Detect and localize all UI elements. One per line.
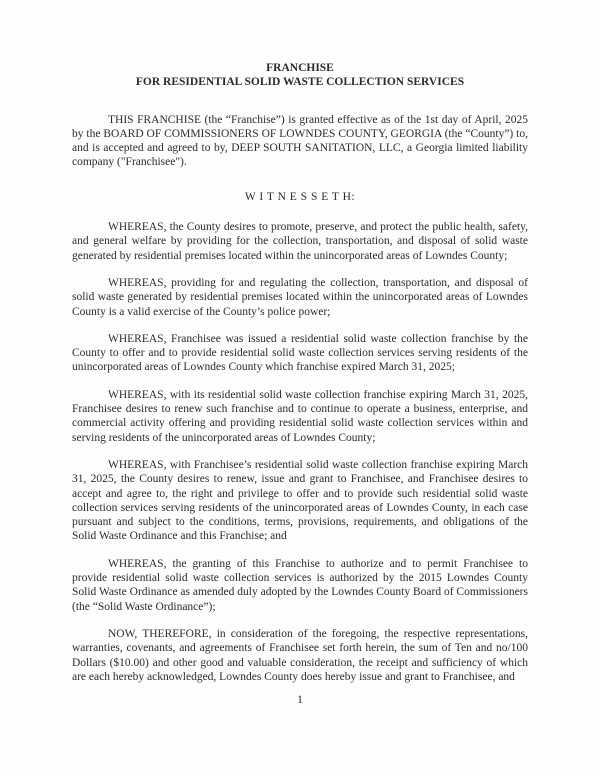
title-line-1: FRANCHISE	[266, 62, 334, 74]
recital-paragraph-1: WHEREAS, the County desires to promote, preserve, and protect the public health, safety, and general welfare by providing for the collection, transportation, and disposal of solid waste generated by residential premises located within the unincorporated areas of Lowndes County;	[72, 221, 528, 262]
witnesseth-heading: W I T N E S S E T H:	[244, 190, 356, 203]
document-title	[72, 61, 528, 90]
title-line-2: FOR RESIDENTIAL SOLID WASTE COLLECTION SERVICES	[135, 76, 465, 89]
recital-paragraph-4: WHEREAS, with its residential solid waste collection franchise expiring March 31, 2025, Franchisee desires to renew such franchise and to continue to operate a business, enterprise, and commercial activity offering and providing residential solid waste collection services within and serving residents of the unincorporated areas of Lowndes County;	[72, 388, 528, 444]
intro-paragraph: THIS FRANCHISE (the “Franchise”) is granted effective as of the 1st day of April, 2025 by the BOARD OF COMMISSIONERS OF LOWNDES COUNTY, GEORGIA (the “County”) to, and is accepted and agreed to by, DEEP SOUTH SANITATION, LLC, a Georgia limited liability company ("Franchisee").	[72, 113, 528, 169]
recital-paragraph-2: WHEREAS, providing for and regulating the collection, transportation, and disposal of solid waste generated by residential premises located within the unincorporated areas of Lowndes County is a valid exercise of the County’s police power;	[72, 276, 528, 318]
page-number: 1	[297, 694, 303, 707]
recital-paragraph-7: NOW, THEREFORE, in consideration of the foregoing, the respective representations, warranties, covenants, and agreements of Franchisee set forth herein, the sum of Ten and no/100 Dollars ($10.00) and other good and valuable consideration, the receipt and sufficiency of which are each hereby acknowledged, Lowndes County does hereby issue and grant to Franchisee, and	[72, 627, 528, 683]
recital-paragraph-6: WHEREAS, the granting of this Franchise to authorize and to permit Franchisee to provide residential solid waste collection services is authorized by the 2015 Lowndes County Solid Waste Ordinance as amended duly adopted by the Lowndes County Board of Commissioners (the “Solid Waste Ordinance”);	[72, 557, 528, 613]
recital-paragraph-5: WHEREAS, with Franchisee’s residential solid waste collection franchise expiring March 31, 2025, the County desires to renew, issue and grant to Franchisee, and Franchisee desires to accept and agree to, the right and privilege to offer and to provide such residential solid waste collection services serving residents of the unincorporated areas of Lowndes County, in each case pursuant and subject to the conditions, terms, provisions, requirements, and obligations of the Solid Waste Ordinance and this Franchise; and	[72, 458, 528, 543]
recital-paragraph-3: WHEREAS, Franchisee was issued a residential solid waste collection franchise by the County to offer and to provide residential solid waste collection services serving residents of the unincorporated areas of Lowndes County which franchise expired March 31, 2025;	[72, 332, 528, 374]
